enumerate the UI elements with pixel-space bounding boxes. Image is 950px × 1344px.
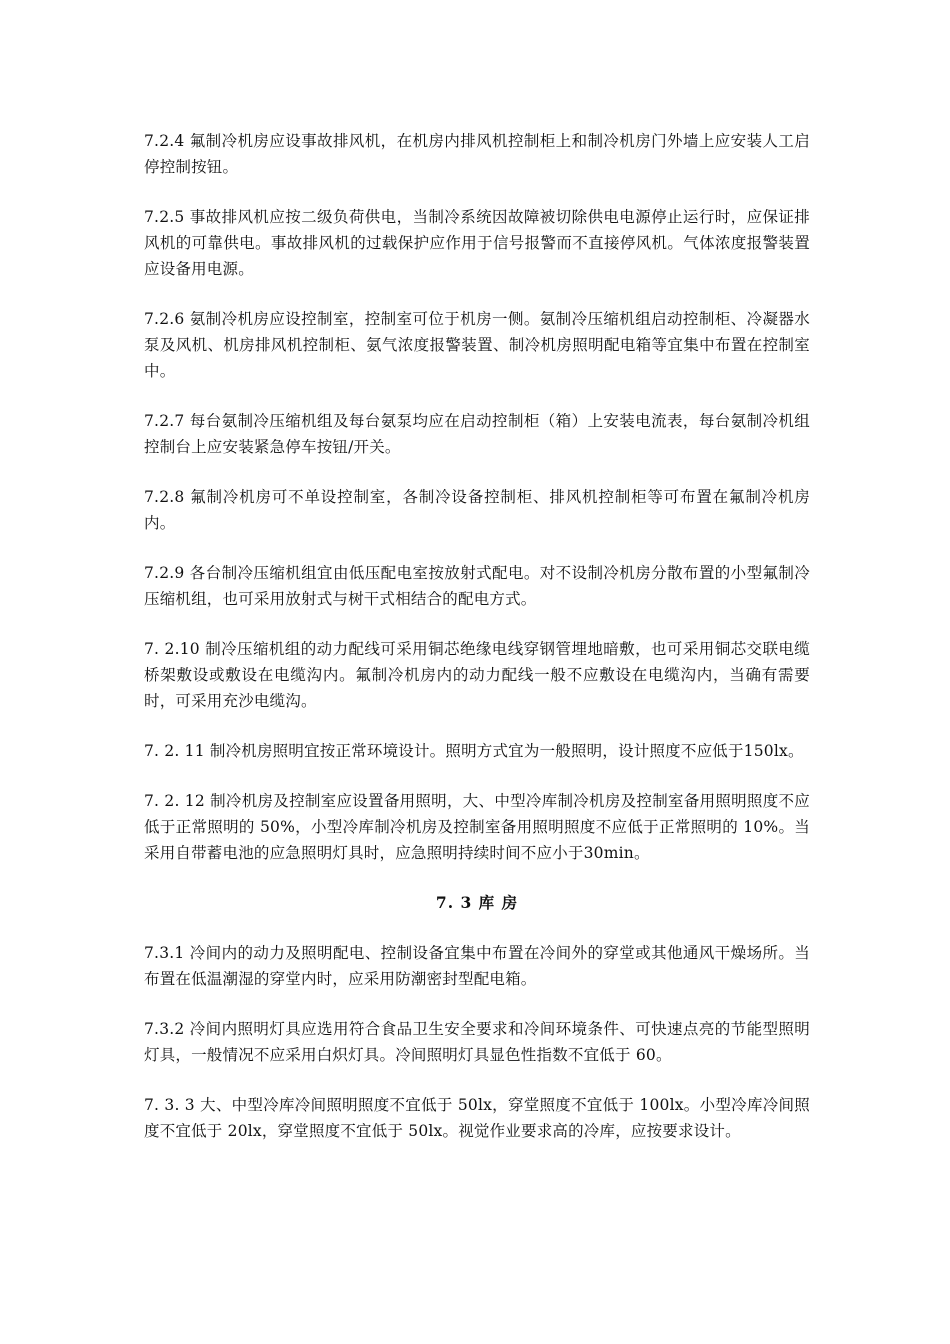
- section-title: 7. 3 库 房: [435, 893, 519, 912]
- clause-7-2-10: 7. 2.10 制冷压缩机组的动力配线可采用铜芯绝缘电线穿钢管埋地暗敷，也可采用铜芯交联电缆桥架敷设或敷设在电缆沟内。氟制冷机房内的动力配线一般不应敷设在电缆沟内，当确有需要时，可采用充沙电缆沟。: [144, 640, 810, 710]
- clause-7-2-12: 7. 2. 12 制冷机房及控制室应设置备用照明，大、中型冷库制冷机房及控制室备用照明照度不应低于正常照明的 50%，小型冷库制冷机房及控制室备用照明照度不应低于正常照明的 10%。当采用自带蓄电池的应急照明灯具时，应急照明持续时间不应小于30min。: [144, 792, 810, 862]
- clause-7-3-3: 7. 3. 3 大、中型冷库冷间照明照度不宜低于 50lx，穿堂照度不宜低于 100lx。小型冷库冷间照度不宜低于 20lx，穿堂照度不宜低于 50lx。视觉作业要求高的冷库，应按要求设计。: [144, 1096, 810, 1140]
- clause-7-2-9: 7.2.9 各台制冷压缩机组宜由低压配电室按放射式配电。对不设制冷机房分散布置的小型氟制冷压缩机组，也可采用放射式与树干式相结合的配电方式。: [144, 564, 810, 608]
- clause-7-2-4: 7.2.4 氟制冷机房应设事故排风机，在机房内排风机控制柜上和制冷机房门外墙上应安装人工启停控制按钮。: [144, 132, 810, 176]
- clause-7-2-7: 7.2.7 每台氨制冷压缩机组及每台氨泵均应在启动控制柜（箱）上安装电流表，每台氨制冷机组控制台上应安装紧急停车按钮/开关。: [144, 412, 810, 456]
- clause-7-3-1: 7.3.1 冷间内的动力及照明配电、控制设备宜集中布置在冷间外的穿堂或其他通风干燥场所。当布置在低温潮湿的穿堂内时，应采用防潮密封型配电箱。: [144, 944, 810, 988]
- clause-7-2-8: 7.2.8 氟制冷机房可不单设控制室，各制冷设备控制柜、排风机控制柜等可布置在氟制冷机房内。: [144, 488, 810, 532]
- document-page: [144, 128, 810, 1168]
- clause-7-3-2: 7.3.2 冷间内照明灯具应选用符合食品卫生安全要求和冷间环境条件、可快速点亮的节能型照明灯具，一般情况不应采用白炽灯具。冷间照明灯具显色性指数不宜低于 60。: [144, 1020, 810, 1064]
- clause-7-2-5: 7.2.5 事故排风机应按二级负荷供电，当制冷系统因故障被切除供电电源停止运行时，应保证排风机的可靠供电。事故排风机的过载保护应作用于信号报警而不直接停风机。气体浓度报警装置应设备用电源。: [144, 208, 810, 278]
- clause-7-2-6: 7.2.6 氨制冷机房应设控制室，控制室可位于机房一侧。氨制冷压缩机组启动控制柜、冷凝器水泵及风机、机房排风机控制柜、氨气浓度报警装置、制冷机房照明配电箱等宜集中布置在控制室中。: [144, 310, 810, 380]
- clause-7-2-11: 7. 2. 11 制冷机房照明宜按正常环境设计。照明方式宜为一般照明，设计照度不应低于150lx。: [144, 742, 804, 760]
